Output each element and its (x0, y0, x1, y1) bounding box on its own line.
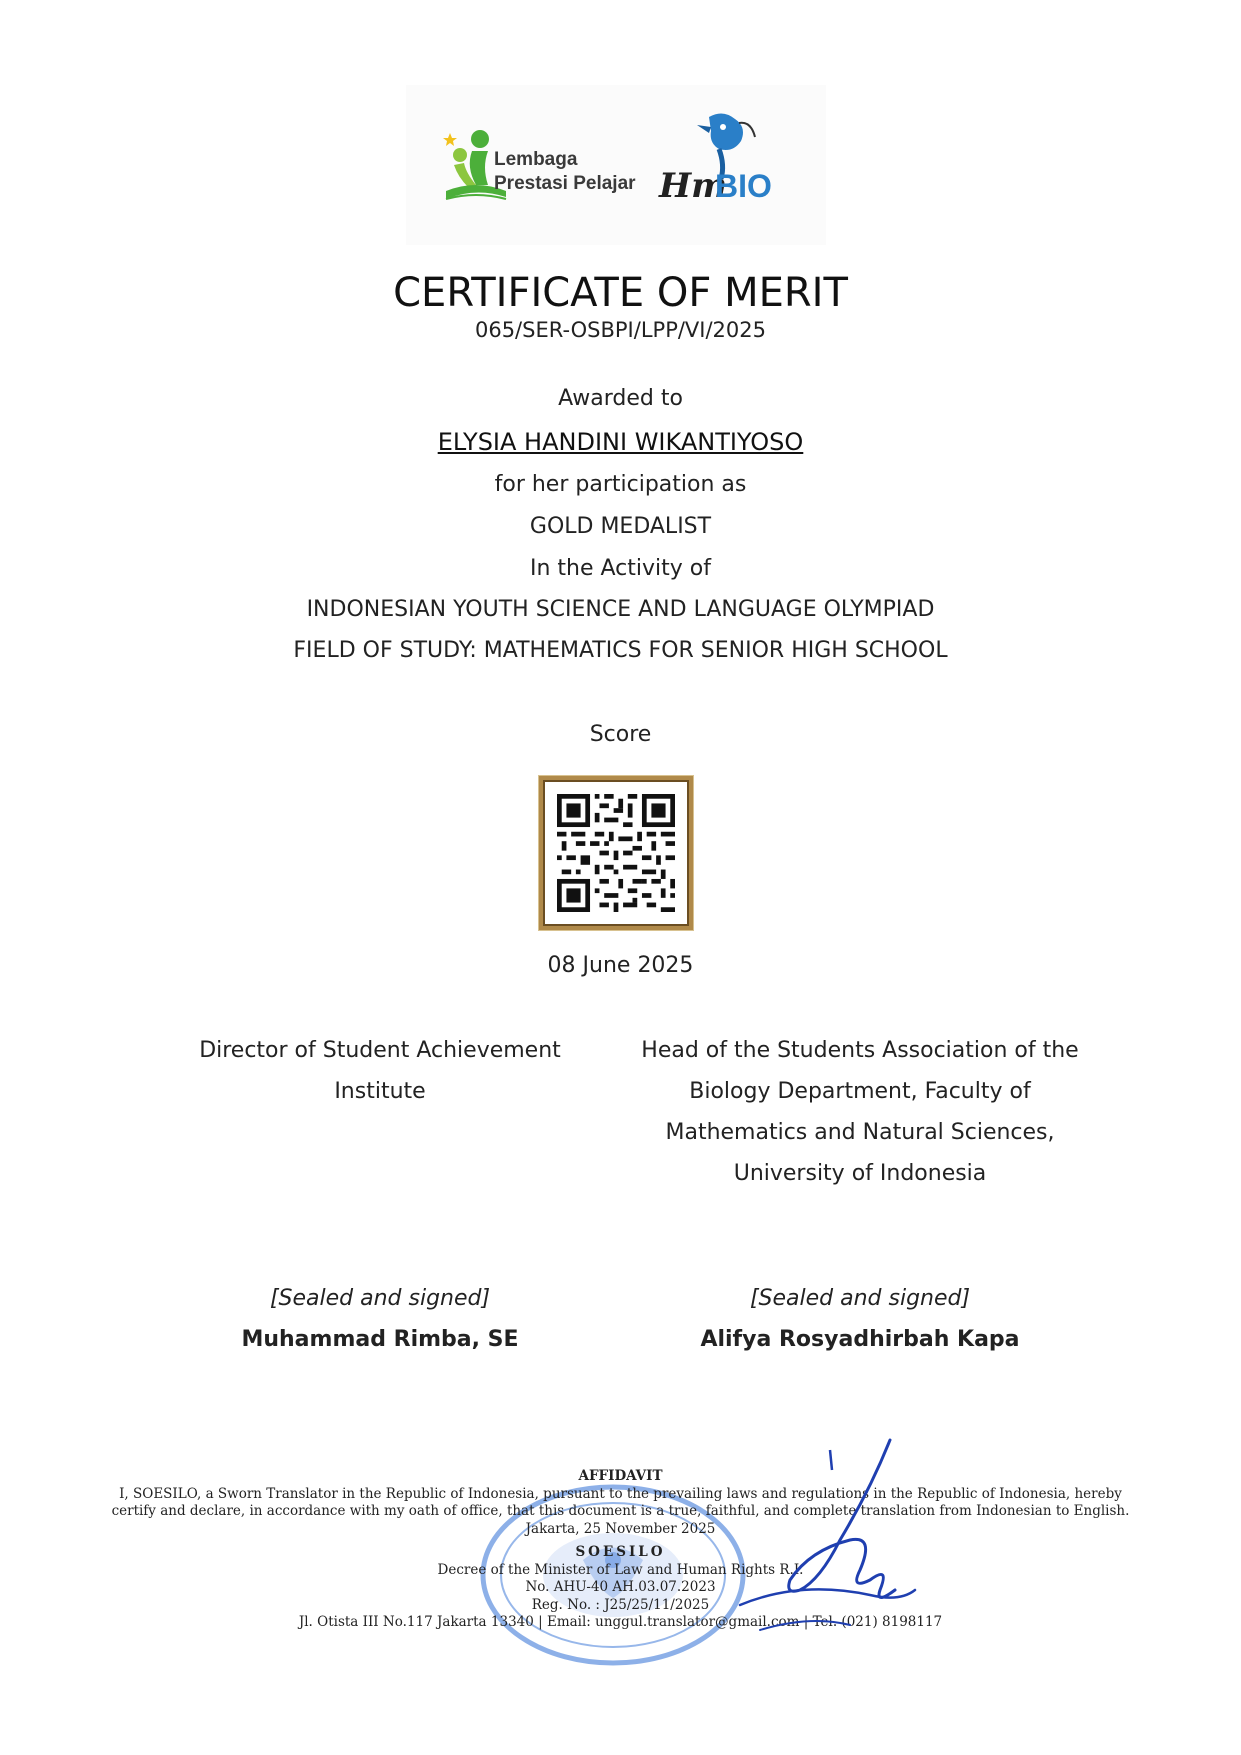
participation-line: for her participation as (494, 472, 747, 497)
field-of-study: FIELD OF STUDY: MATHEMATICS FOR SENIOR HIGH SCHOOL (293, 638, 948, 663)
translator-signature (700, 1430, 930, 1660)
left-title-line2: Institute (334, 1079, 426, 1104)
himbio-prefix: Hm (659, 166, 728, 206)
award-title: GOLD MEDALIST (529, 514, 712, 539)
affidavit-contact: Jl. Otista III No.117 Jakarta 13340 | Email: unggul.translator@gmail.com | Tel. (021) 8198117 (298, 1614, 943, 1630)
left-title-line1: Director of Student Achievement (199, 1038, 561, 1063)
activity-name: INDONESIAN YOUTH SCIENCE AND LANGUAGE OLYMPIAD (306, 597, 935, 622)
affidavit-reg: Reg. No. : J25/25/11/2025 (531, 1596, 710, 1613)
left-signatory-title (170, 1030, 590, 1112)
right-signatory-title (600, 1030, 1120, 1194)
affidavit-line2: certify and declare, in accordance with my oath of office, that this document is a true, faithful, and complete translation from Indonesian to English. (111, 1503, 1130, 1519)
awarded-to: Awarded to (558, 386, 683, 411)
affidavit-block (80, 1468, 1161, 1632)
affidavit-ahu: No. AHU-40 AH.03.07.2023 (525, 1579, 716, 1595)
lembaga-prestasi-pelajar-logo (436, 107, 646, 212)
himbio-text: BIO (715, 168, 772, 204)
left-sealed-note: [Sealed and signed] (269, 1286, 491, 1311)
affidavit-line1: I, SOESILO, a Sworn Translator in the Republic of Indonesia, pursuant to the prevailing laws and regulations in the Republic of Indonesia, hereby (119, 1485, 1122, 1502)
affidavit-decree: Decree of the Minister of Law and Human Rights R.I. (437, 1561, 804, 1578)
qr-code-frame (539, 776, 693, 930)
affidavit-translator-name: SOESILO (575, 1544, 666, 1560)
himbio-logo (651, 103, 801, 213)
certificate-date: 08 June 2025 (547, 953, 694, 978)
qr-code-icon (557, 794, 675, 912)
right-sealed-note: [Sealed and signed] (749, 1286, 971, 1311)
certificate-number: 065/SER-OSBPI/LPP/VI/2025 (474, 318, 767, 342)
lpp-line2: Prestasi Pelajar (494, 173, 636, 194)
logo-strip (406, 85, 826, 245)
right-title-line4: University of Indonesia (733, 1161, 987, 1186)
recipient-wrapper (0, 428, 1241, 456)
affidavit-place-date: Jakarta, 25 November 2025 (525, 1520, 716, 1537)
affidavit-heading: AFFIDAVIT (578, 1468, 663, 1484)
left-signer-name: Muhammad Rimba, SE (241, 1327, 519, 1352)
certificate-title: CERTIFICATE OF MERIT (393, 270, 848, 316)
right-title-line1: Head of the Students Association of the (641, 1038, 1079, 1063)
right-signer-name: Alifya Rosyadhirbah Kapa (700, 1327, 1020, 1352)
recipient-name: ELYSIA HANDINI WIKANTIYOSO (437, 428, 804, 456)
activity-intro: In the Activity of (530, 556, 711, 581)
right-title-line2: Biology Department, Faculty of (689, 1079, 1031, 1104)
lpp-line1: Lembaga (494, 149, 578, 170)
right-title-line3: Mathematics and Natural Sciences, (665, 1120, 1055, 1145)
score-label: Score (589, 722, 652, 747)
